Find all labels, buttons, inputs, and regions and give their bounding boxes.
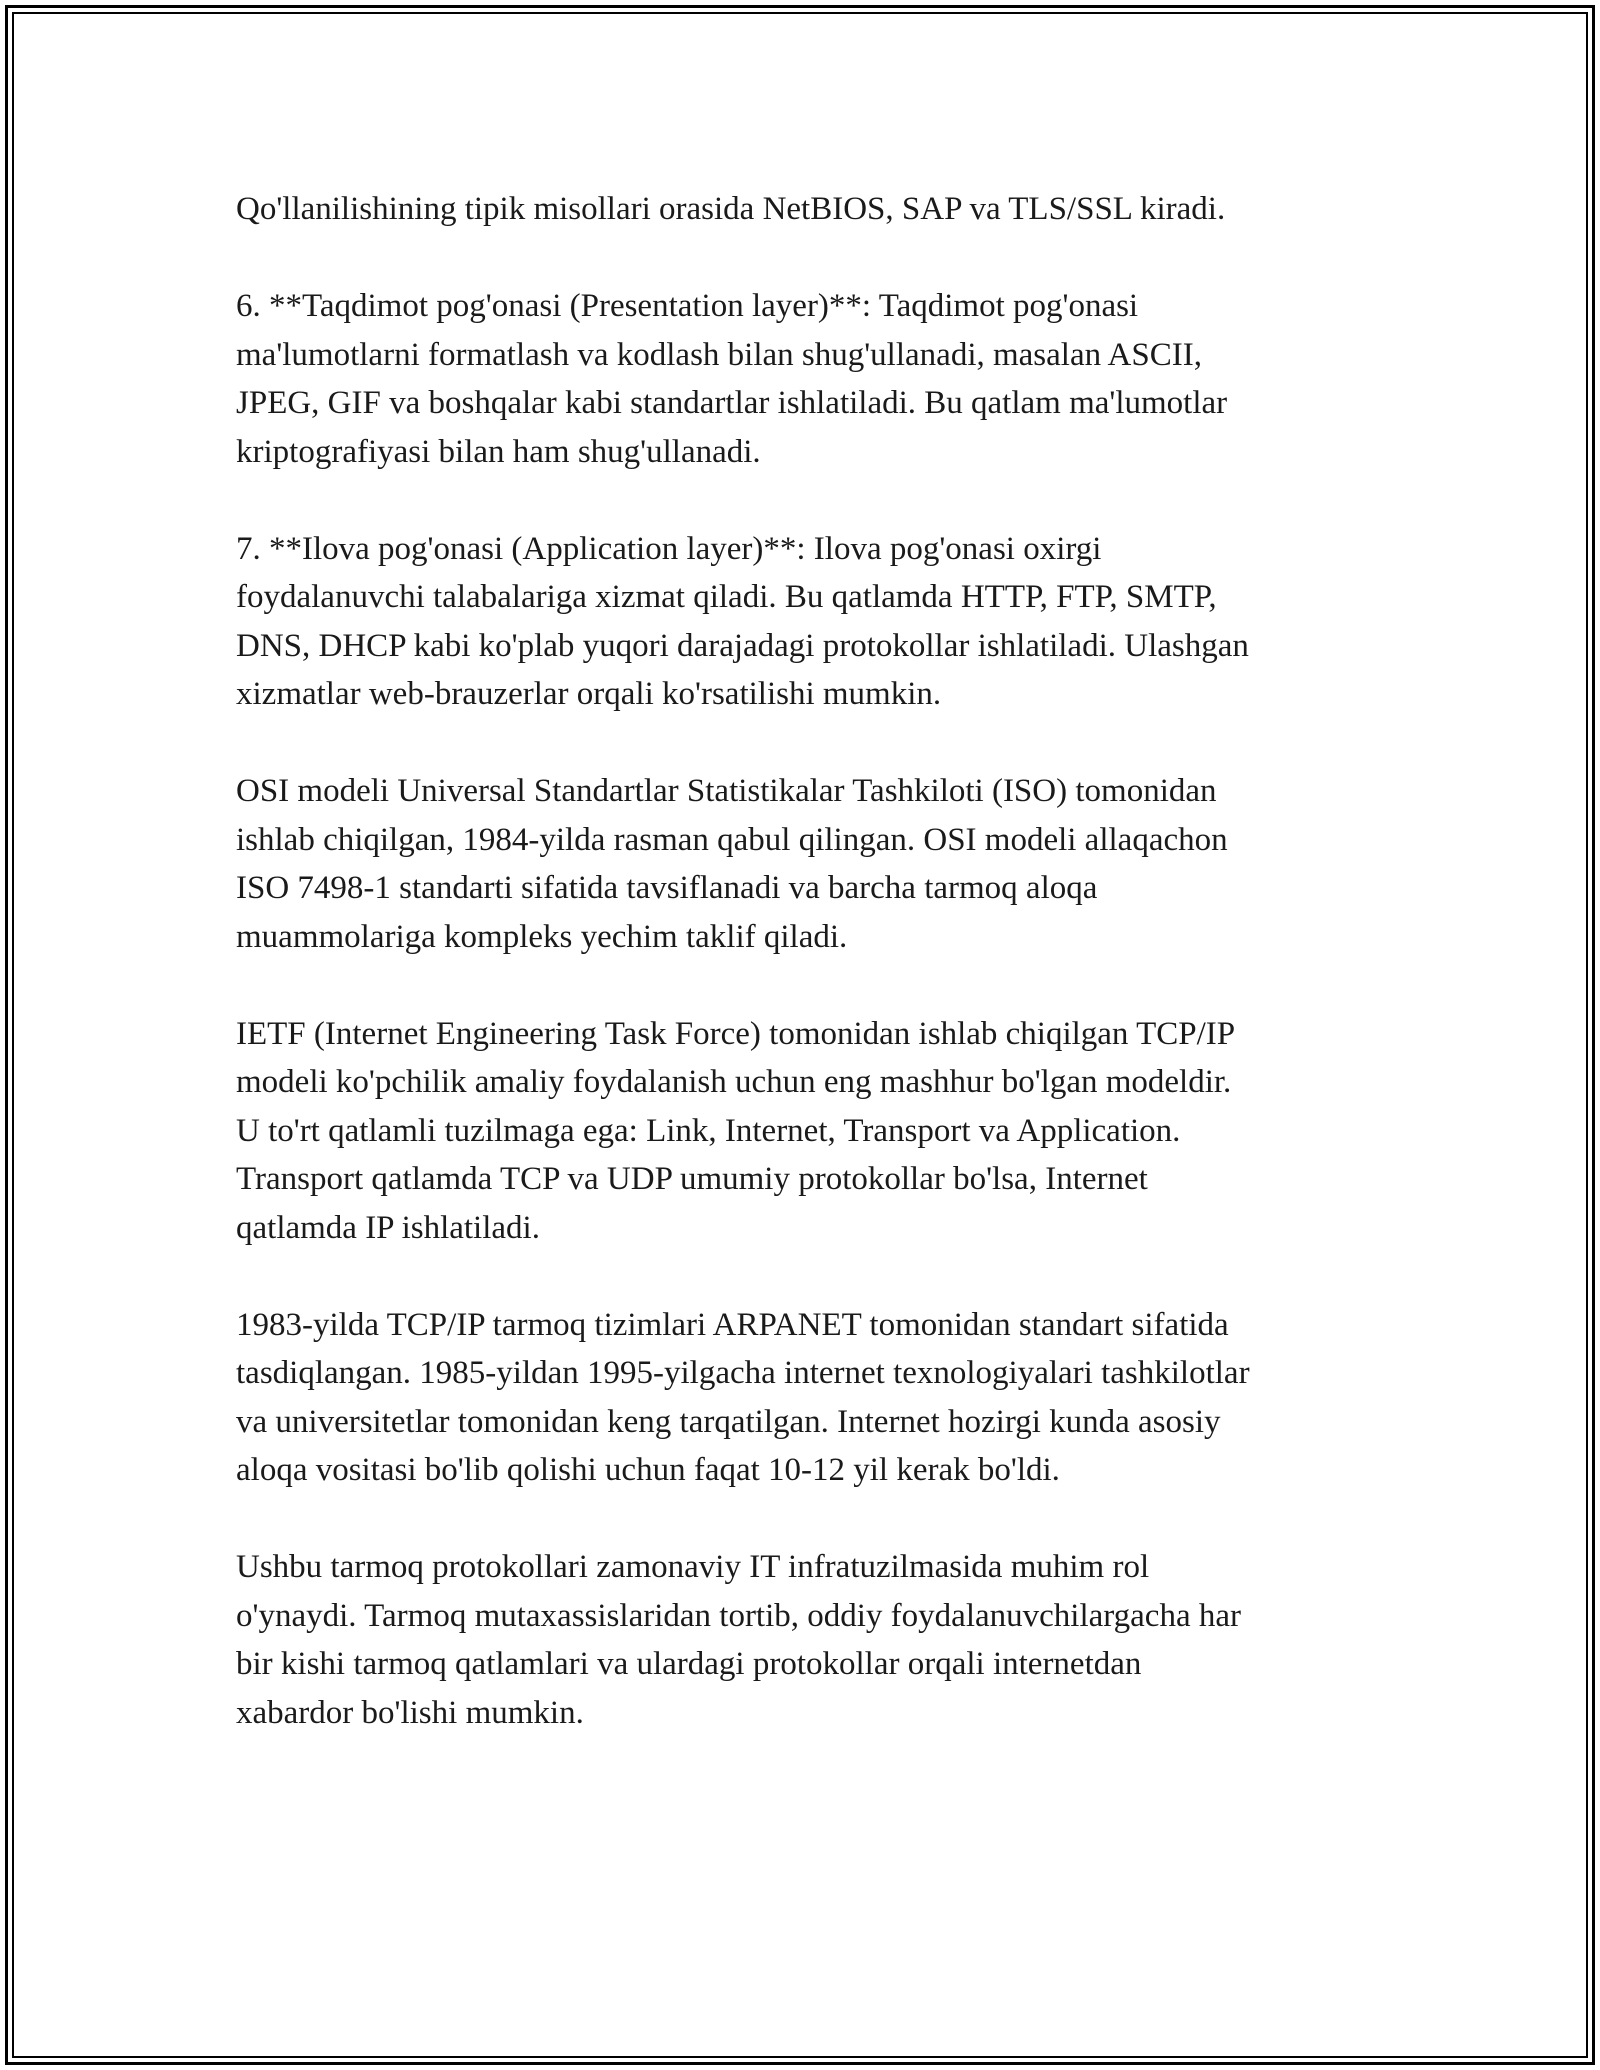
text-line: tasdiqlangan. 1985-yildan 1995-yilgacha internet texnologiyalari tashkilotlar	[236, 1355, 1250, 1391]
text-line: JPEG, GIF va boshqalar kabi standartlar ishlatiladi. Bu qatlam ma'lumotlar	[236, 385, 1228, 421]
paragraph-session-layer-examples	[236, 185, 1376, 234]
paragraph-tcp-ip-model	[236, 1010, 1376, 1253]
paragraph-osi-model	[236, 767, 1376, 961]
text-line: ISO 7498-1 standarti sifatida tavsiflanadi va barcha tarmoq aloqa	[236, 870, 1098, 906]
text-line: U to'rt qatlamli tuzilmaga ega: Link, Internet, Transport va Application.	[236, 1112, 1181, 1149]
text-line: ma'lumotlarni formatlash va kodlash bilan shug'ullanadi, masalan ASCII,	[236, 336, 1202, 373]
text-line: muammolariga kompleks yechim taklif qiladi.	[236, 918, 848, 955]
text-line: Qo'llanilishining tipik misollari orasida NetBIOS, SAP va TLS/SSL kiradi.	[236, 191, 1226, 227]
text-line: ishlab chiqilgan, 1984-yilda rasman qabul qilingan. OSI modeli allaqachon	[236, 821, 1228, 858]
text-line: 7. **Ilova pog'onasi (Application layer)**: Ilova pog'onasi oxirgi	[236, 530, 1102, 567]
document-body	[236, 185, 1376, 1786]
text-line: IETF (Internet Engineering Task Force) tomonidan ishlab chiqilgan TCP/IP	[236, 1015, 1236, 1052]
text-line: DNS, DHCP kabi ko'plab yuqori darajadagi protokollar ishlatiladi. Ulashgan	[236, 627, 1249, 664]
text-line: va universitetlar tomonidan keng tarqatilgan. Internet hozirgi kunda asosiy	[236, 1403, 1221, 1440]
paragraph-application-layer	[236, 525, 1376, 719]
text-line: kriptografiyasi bilan ham shug'ullanadi.	[236, 433, 761, 470]
text-line: Transport qatlamda TCP va UDP umumiy protokollar bo'lsa, Internet	[236, 1161, 1148, 1197]
text-line: foydalanuvchi talabalariga xizmat qiladi. Bu qatlamda HTTP, FTP, SMTP,	[236, 579, 1217, 615]
paragraph-tcp-ip-history	[236, 1301, 1376, 1495]
text-line: aloqa vositasi bo'lib qolishi uchun faqat 10-12 yil kerak bo'ldi.	[236, 1452, 1060, 1488]
text-line: 6. **Taqdimot pog'onasi (Presentation layer)**: Taqdimot pog'onasi	[236, 288, 1139, 324]
text-line: OSI modeli Universal Standartlar Statistikalar Tashkiloti (ISO) tomonidan	[236, 773, 1217, 809]
text-line: Ushbu tarmoq protokollari zamonaviy IT infratuzilmasida muhim rol	[236, 1549, 1150, 1585]
text-line: bir kishi tarmoq qatlamlari va ulardagi protokollar orqali internetdan	[236, 1646, 1142, 1682]
text-line: modeli ko'pchilik amaliy foydalanish uchun eng mashhur bo'lgan modeldir.	[236, 1064, 1232, 1100]
paragraph-conclusion	[236, 1543, 1376, 1737]
text-line: xizmatlar web-brauzerlar orqali ko'rsatilishi mumkin.	[236, 676, 942, 712]
text-line: 1983-yilda TCP/IP tarmoq tizimlari ARPANET tomonidan standart sifatida	[236, 1306, 1229, 1343]
text-line: xabardor bo'lishi mumkin.	[236, 1694, 584, 1731]
text-line: o'ynaydi. Tarmoq mutaxassislaridan tortib, oddiy foydalanuvchilargacha har	[236, 1597, 1241, 1634]
paragraph-presentation-layer	[236, 282, 1376, 476]
text-line: qatlamda IP ishlatiladi.	[236, 1209, 540, 1246]
